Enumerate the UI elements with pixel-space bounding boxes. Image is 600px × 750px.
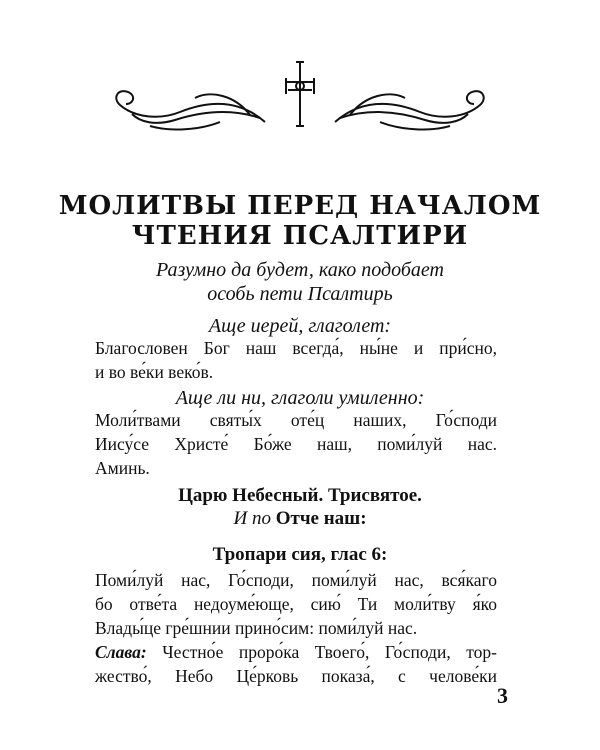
- troparia-line-5: жество́, Небо Це́рковь показа́, с челове́ки: [95, 666, 497, 686]
- troparia-line-4: [95, 640, 497, 664]
- prayers-line-2-prefix: И по: [233, 508, 271, 529]
- troparia-line-4-text: Честно́е проро́ка Твоего́, Го́споди, тор-: [162, 642, 497, 662]
- prayers-line-1: Царю Небесный. Трисвятое.: [178, 485, 422, 506]
- glory-label: Слава:: [95, 642, 147, 662]
- subtitle-line-2: особь пети Псалтирь: [207, 283, 393, 305]
- priest-rubric: Аще иерей, глаголет:: [208, 315, 392, 337]
- layman-line-2: Иису́се Христе́ Бо́же наш, поми́луй нас.: [95, 434, 497, 454]
- layman-text: [95, 408, 497, 480]
- troparia-heading: Тропари сия, глас 6:: [212, 544, 388, 565]
- page-number: 3: [497, 683, 508, 708]
- cross-ornament-icon: [100, 60, 500, 140]
- layman-line-3: Аминь.: [95, 458, 150, 478]
- priest-line-2: и во ве́ки веко́в.: [95, 362, 214, 382]
- page-title-line-2: ЧТЕНИЯ ПСАЛТИРИ: [131, 221, 469, 251]
- troparia-line-1: Поми́луй нас, Го́споди, поми́луй нас, вся́каго: [95, 570, 497, 590]
- subtitle-line-1: Разумно да будет, како подобает: [156, 259, 444, 281]
- layman-rubric: Аще ли ни, глаголи умиленно:: [175, 387, 425, 409]
- troparia-line-3: Влады́це гре́шнии прино́сим: поми́луй нас.: [95, 618, 418, 638]
- prayers-line-2: [0, 507, 600, 531]
- priest-line-1: Благословен Бог наш всегда́, ны́не и при́сно,: [95, 338, 497, 358]
- layman-line-1: Моли́твами святы́х оте́ц наших, Го́споди: [95, 410, 497, 430]
- prayers-line-2-bold: Отче наш:: [275, 508, 367, 529]
- priest-text: [95, 336, 497, 384]
- troparia-text: [95, 568, 497, 688]
- troparia-line-2: бо отве́та недоуме́юще, сию́ Ти моли́тву я́ко: [95, 594, 497, 614]
- page-title-line-1: МОЛИТВЫ ПЕРЕД НАЧАЛОМ: [58, 191, 542, 221]
